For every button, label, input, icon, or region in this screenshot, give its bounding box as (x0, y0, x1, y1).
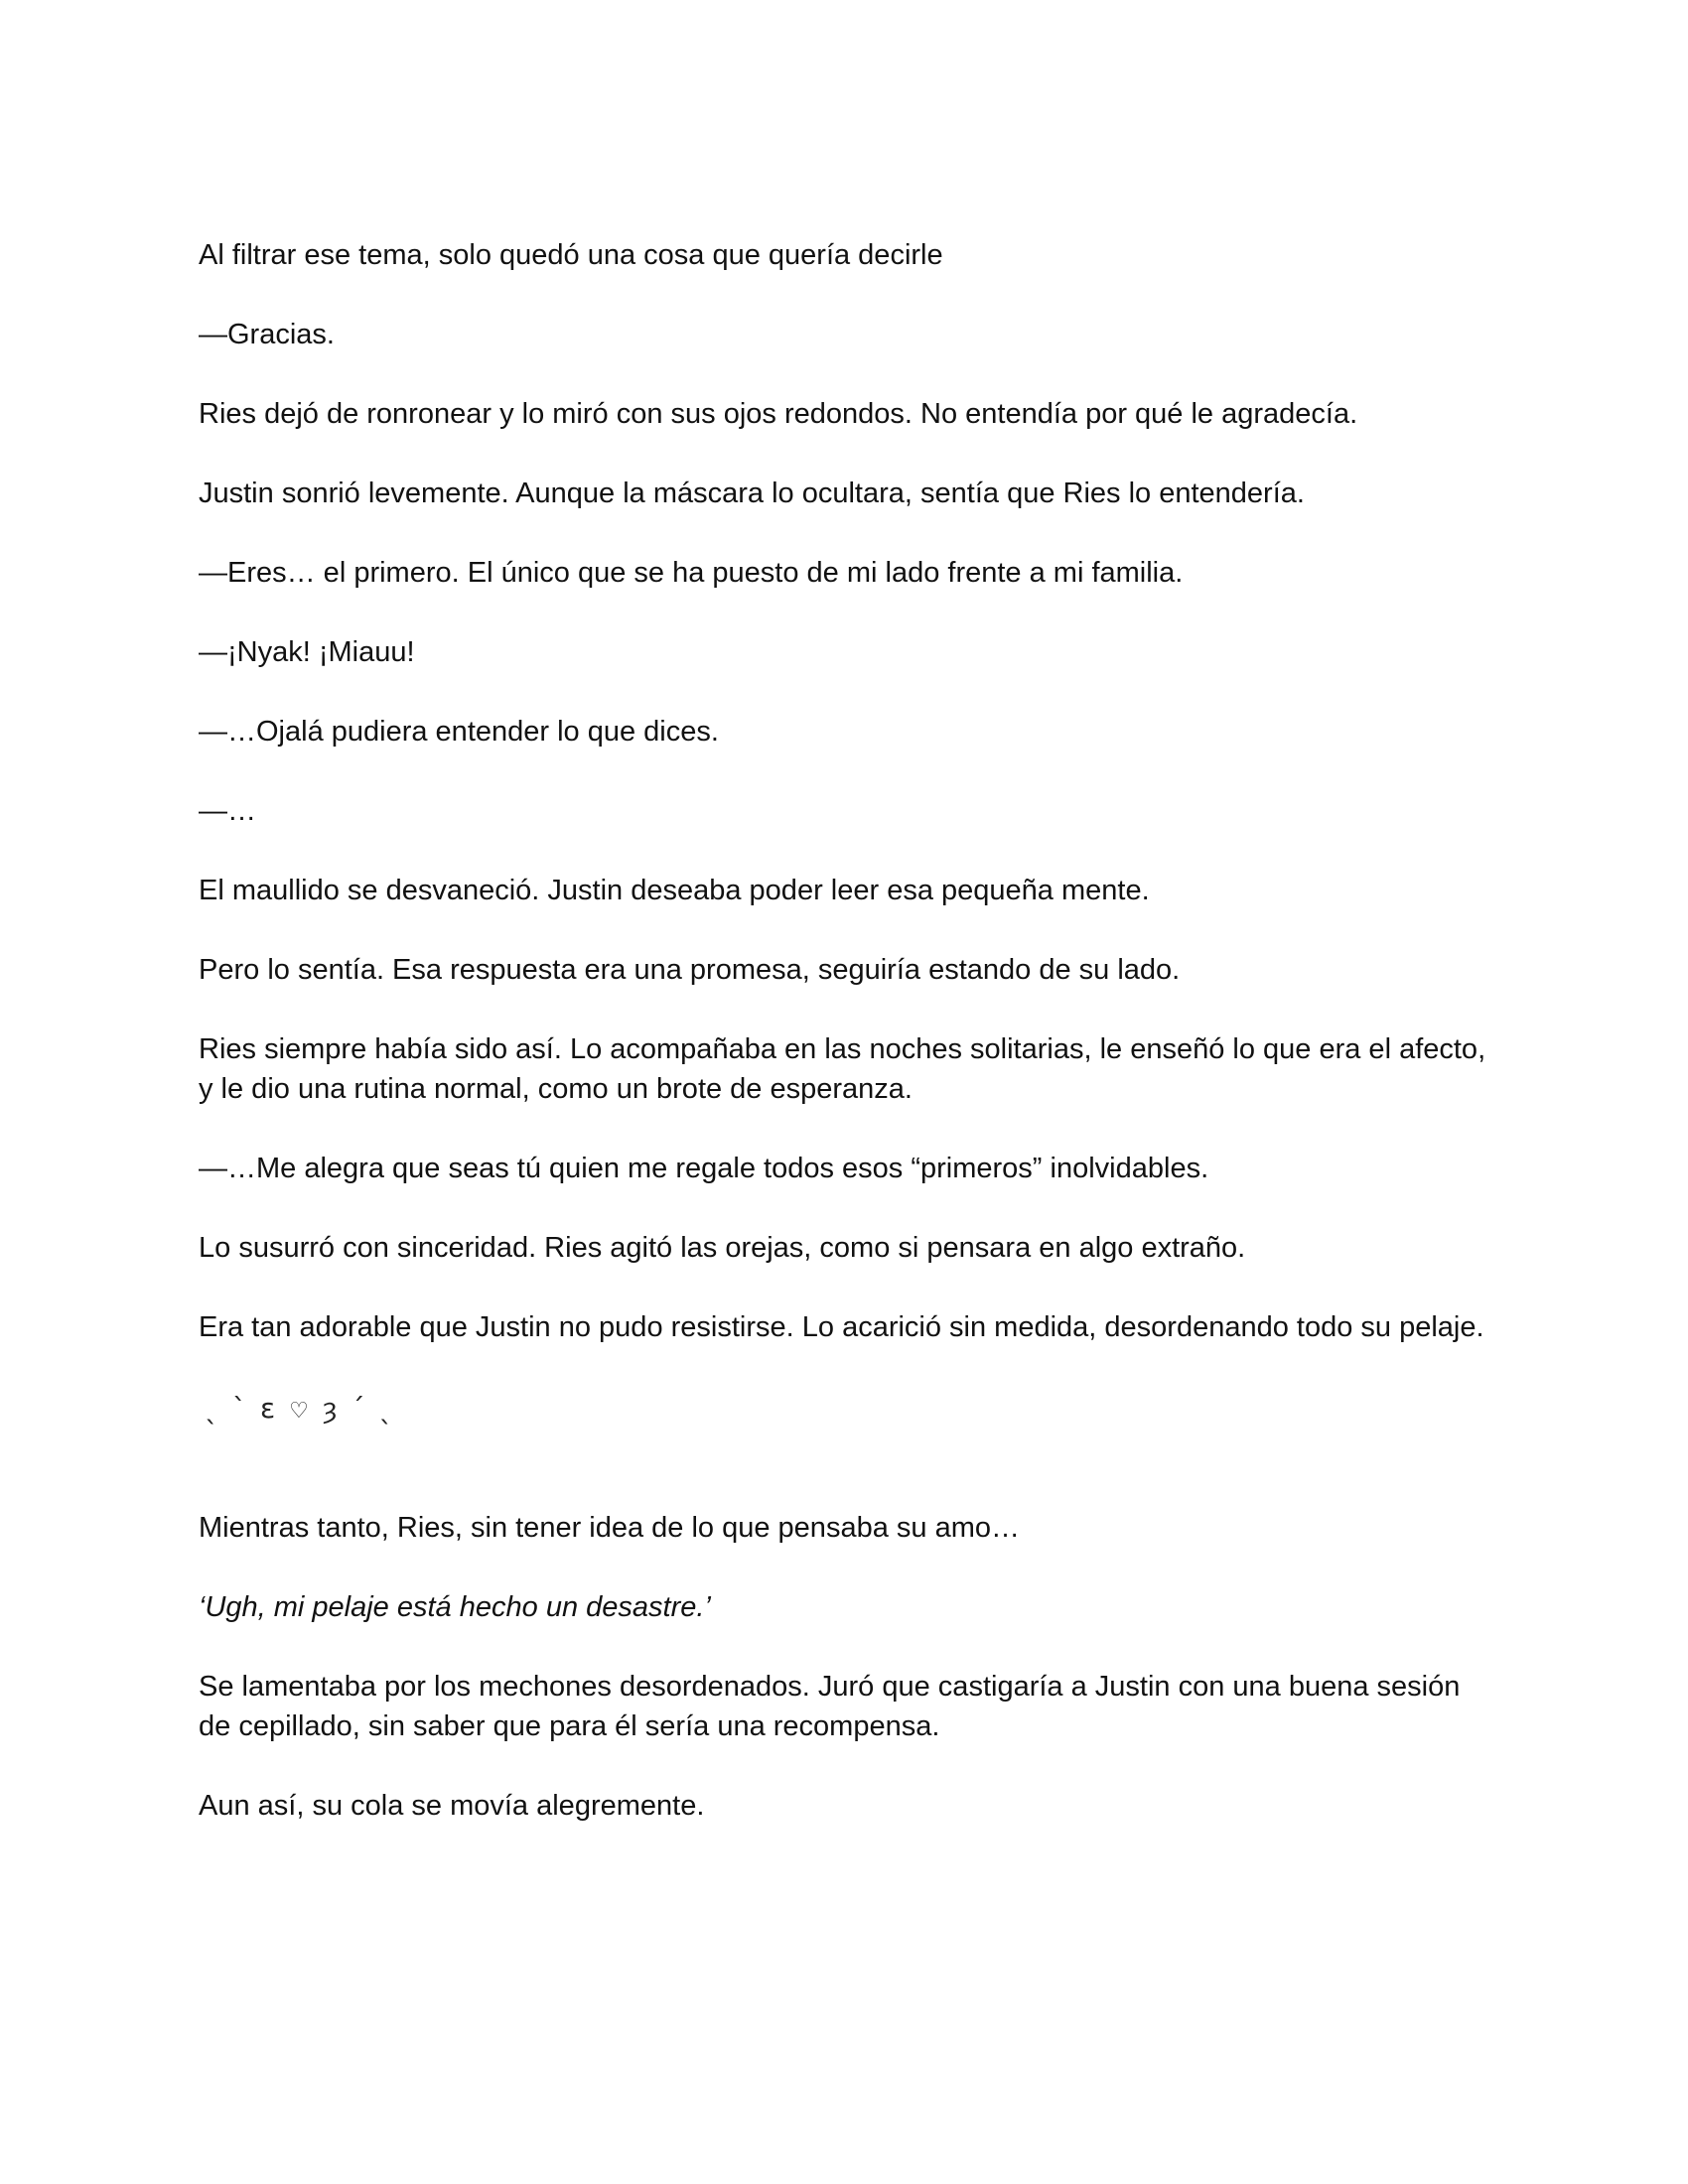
paragraph: Ries dejó de ronronear y lo miró con sus ojos redondos. No entendía por qué le agradecía. (199, 398, 1358, 430)
paragraph: Era tan adorable que Justin no pudo resistirse. Lo acarició sin medida, desordenando todo su pelaje. (199, 1311, 1484, 1343)
paragraph: Justin sonrió levemente. Aunque la máscara lo ocultara, sentía que Ries lo entendería. (199, 478, 1305, 509)
paragraph: Lo susurró con sinceridad. Ries agitó las orejas, como si pensara en algo extraño. (199, 1232, 1246, 1264)
paragraph: —…Ojalá pudiera entender lo que dices. (199, 716, 719, 748)
body-text (199, 235, 1494, 1865)
separator-glyphs (205, 1389, 406, 1432)
separator-left-mark: ˎˋ (205, 1392, 260, 1425)
paragraph: Mientras tanto, Ries, sin tener idea de lo que pensaba su amo… (199, 1512, 1020, 1544)
separator-left-bracket: ɛ (260, 1392, 290, 1425)
heart-icon: ♡ (289, 1399, 323, 1424)
paragraph: Ries siempre había sido así. Lo acompañaba en las noches solitarias, le enseñó lo que era el afecto, y le dio una rutina normal, como un brote de esperanza. (199, 1033, 1494, 1105)
paragraph: —… (199, 795, 256, 827)
paragraph: —Eres… el primero. El único que se ha puesto de mi lado frente a mi familia. (199, 557, 1184, 589)
paragraph: —…Me alegra que seas tú quien me regale todos esos “primeros” inolvidables. (199, 1153, 1209, 1184)
paragraph: Pero lo sentía. Esa respuesta era una promesa, seguiría estando de su lado. (199, 954, 1181, 986)
paragraph: Aun así, su cola se movía alegremente. (199, 1790, 705, 1822)
scene-separator (199, 1387, 1489, 1468)
paragraph: —¡Nyak! ¡Miauu! (199, 636, 415, 668)
paragraph: —Gracias. (199, 319, 335, 350)
separator-right-bracket: ȝ (322, 1392, 352, 1425)
paragraph-italic-thought: ‘Ugh, mi pelaje está hecho un desastre.’ (199, 1591, 711, 1623)
separator-right-mark: ˊˎ (351, 1392, 407, 1425)
paragraph: Se lamentaba por los mechones desordenados. Juró que castigaría a Justin con una buena sesión de cepillado, sin saber que para él sería una recompensa. (199, 1671, 1469, 1742)
paragraph: Al filtrar ese tema, solo quedó una cosa que quería decirle (199, 239, 943, 271)
paragraph: El maullido se desvaneció. Justin deseaba poder leer esa pequeña mente. (199, 875, 1150, 906)
